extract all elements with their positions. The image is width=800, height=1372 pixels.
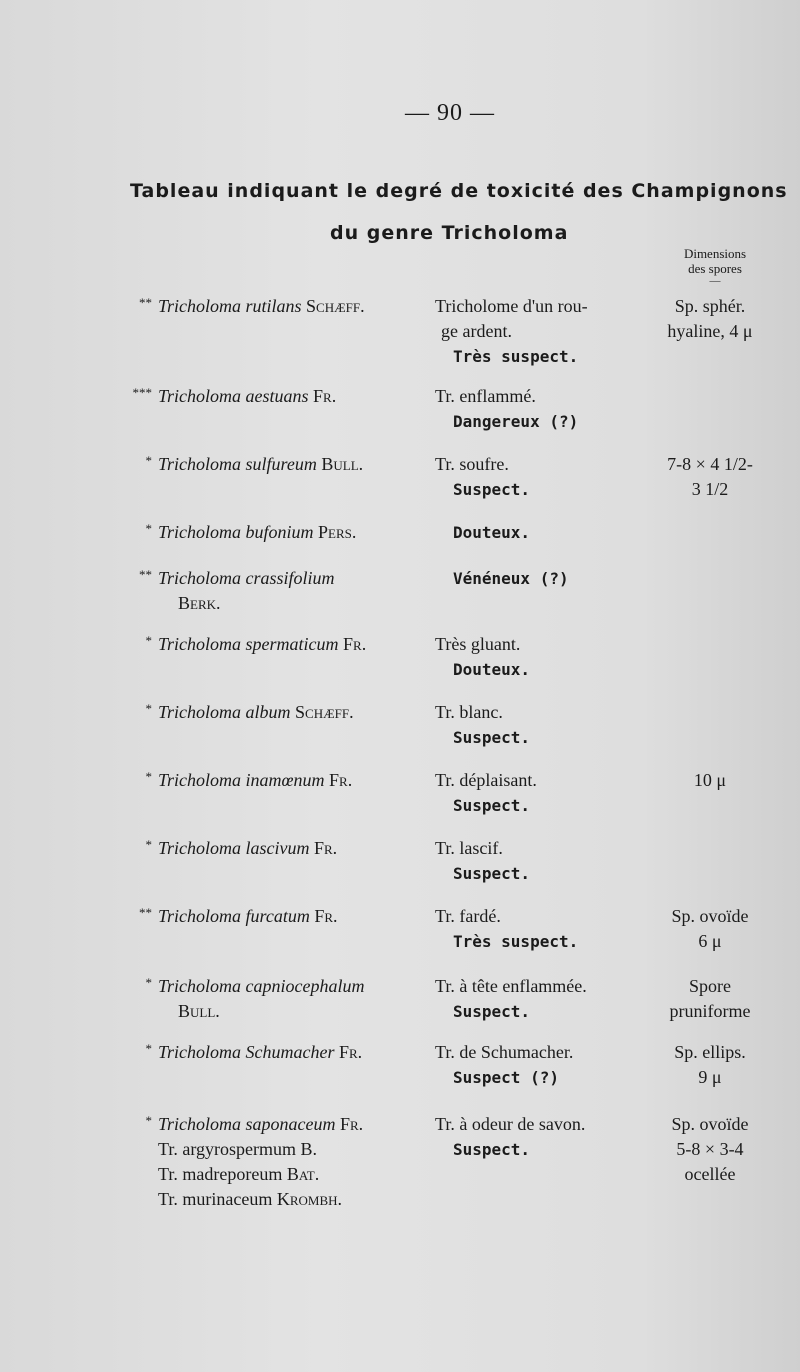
species-author: Bull.: [321, 454, 364, 474]
species-author: Berk.: [178, 593, 221, 613]
toxicity-verdict: Très suspect.: [453, 932, 579, 951]
toxicity-verdict: Très suspect.: [453, 347, 579, 366]
toxicity-verdict: Suspect.: [453, 1140, 531, 1159]
toxicity-stars: *: [145, 453, 152, 468]
species-name: [158, 520, 428, 545]
spore-dimensions: [650, 1112, 770, 1187]
toxicity-verdict: Douteux.: [453, 660, 531, 679]
common-name-and-verdict: [435, 1040, 660, 1090]
species-latin-name: Tricholoma rutilans: [158, 296, 302, 316]
species-latin-name: Tricholoma saponaceum: [158, 1114, 336, 1134]
spore-dimension-line: Sp. sphér.: [674, 296, 746, 316]
synonym-entry: [158, 1137, 428, 1162]
common-name-and-verdict: [435, 904, 660, 954]
species-latin-name: Tricholoma inamœnum: [158, 770, 325, 790]
species-name: [158, 700, 428, 725]
spore-dimensions: [650, 904, 770, 954]
species-name: [158, 1040, 428, 1065]
spore-dimensions: [650, 452, 770, 502]
spore-dimension-line: ocellée: [684, 1164, 736, 1184]
species-latin-name: Tricholoma spermaticum: [158, 634, 339, 654]
spore-dimension-line: Sp. ovoïde: [671, 906, 749, 926]
toxicity-verdict: Suspect.: [453, 864, 531, 883]
species-name: [158, 904, 428, 929]
toxicity-stars: *: [145, 837, 152, 852]
species-name: [158, 836, 428, 861]
common-name-and-verdict: [435, 1112, 660, 1162]
spore-dimensions: [650, 294, 770, 344]
species-author: Pers.: [318, 522, 357, 542]
toxicity-verdict: Suspect.: [453, 1002, 531, 1021]
common-name-and-verdict: [435, 700, 660, 750]
common-name: Tr. fardé.: [435, 906, 501, 926]
synonym-entry: [158, 1162, 428, 1187]
column-header-spore-dimensions: [660, 246, 770, 286]
toxicity-verdict: Suspect (?): [453, 1068, 559, 1087]
synonym-author: Krombh.: [276, 1189, 343, 1209]
common-name-and-verdict: [435, 836, 660, 886]
spore-dimensions: [650, 768, 770, 793]
species-author: Fr.: [340, 1114, 364, 1134]
synonym-name: Tr. murinaceum: [158, 1189, 273, 1209]
common-name: Très gluant.: [435, 634, 521, 654]
species-latin-name: Tricholoma sulfureum: [158, 454, 317, 474]
common-name: Tr. de Schumacher.: [435, 1042, 574, 1062]
common-name: Tr. soufre.: [435, 454, 509, 474]
toxicity-stars: *: [145, 769, 152, 784]
synonym-name: Tr. argyrospermum: [158, 1139, 297, 1159]
spore-dimension-line: 6 μ: [698, 931, 722, 951]
synonym-author: Bat.: [286, 1164, 320, 1184]
species-author: Fr.: [329, 770, 353, 790]
species-name: [158, 566, 428, 616]
spore-dimension-line: hyaline, 4 μ: [667, 321, 753, 341]
species-latin-name: Tricholoma furcatum: [158, 906, 310, 926]
common-name-and-verdict: [435, 520, 660, 545]
species-name: [158, 452, 428, 477]
common-name: Tr. à odeur de savon.: [435, 1114, 586, 1134]
species-latin-name: Tricholoma Schumacher: [158, 1042, 335, 1062]
spore-dimensions: [650, 1040, 770, 1090]
species-author: Fr.: [313, 386, 337, 406]
common-name: Tricholome d'un rou-: [435, 296, 588, 316]
species-latin-name: Tricholoma bufonium: [158, 522, 314, 542]
species-latin-name: Tricholoma crassifolium: [158, 568, 335, 588]
toxicity-verdict: Douteux.: [453, 523, 531, 542]
toxicity-stars: **: [139, 905, 152, 920]
toxicity-stars: **: [139, 567, 152, 582]
common-name-and-verdict: [435, 294, 660, 369]
species-name: [158, 294, 428, 319]
common-name-and-verdict: [435, 384, 660, 434]
common-name-and-verdict: [435, 452, 660, 502]
synonym-entry: [158, 1187, 428, 1212]
toxicity-stars: *: [145, 633, 152, 648]
page-number: — 90 —: [405, 100, 495, 126]
species-name: [158, 632, 428, 657]
toxicity-stars: *: [145, 1113, 152, 1128]
spore-dimensions: [650, 974, 770, 1024]
species-latin-name: Tricholoma aestuans: [158, 386, 309, 406]
species-author: Fr.: [343, 634, 367, 654]
table-title-line-2: du genre Tricholoma: [330, 222, 569, 244]
table-title-line-1: Tableau indiquant le degré de toxicité des Champignons: [130, 180, 788, 202]
species-name: [158, 384, 428, 409]
toxicity-stars: **: [139, 295, 152, 310]
species-name: [158, 974, 428, 1024]
common-name-and-verdict: [435, 632, 660, 682]
common-name-and-verdict: [435, 566, 660, 591]
spore-dimension-line: pruniforme: [669, 1001, 751, 1021]
common-name: Tr. enflammé.: [435, 386, 536, 406]
spore-dimension-line: 3 1/2: [691, 479, 729, 499]
toxicity-stars: *: [145, 521, 152, 536]
synonym-name: Tr. madreporeum: [158, 1164, 283, 1184]
toxicity-verdict: Vénéneux (?): [453, 569, 569, 588]
species-author: Fr.: [314, 906, 338, 926]
spore-dimension-line: Spore: [689, 976, 731, 996]
species-name: [158, 1112, 428, 1212]
species-author: Schæff.: [295, 702, 354, 722]
column-header-line-2: des spores: [688, 261, 742, 276]
common-name-and-verdict: [435, 974, 660, 1024]
column-header-line-1: Dimensions: [683, 246, 747, 261]
toxicity-verdict: Suspect.: [453, 728, 531, 747]
species-latin-name: Tricholoma capniocephalum: [158, 976, 365, 996]
species-author: Fr.: [338, 1042, 363, 1062]
toxicity-stars: *: [145, 975, 152, 990]
toxicity-verdict: Suspect.: [453, 480, 531, 499]
toxicity-stars: *: [145, 1041, 152, 1056]
common-name-continued: ge ardent.: [441, 321, 512, 341]
species-latin-name: Tricholoma album: [158, 702, 291, 722]
toxicity-verdict: Dangereux (?): [453, 412, 579, 431]
toxicity-stars: *: [145, 701, 152, 716]
common-name: Tr. déplaisant.: [435, 770, 537, 790]
spore-dimension-line: 10 μ: [693, 770, 727, 790]
common-name-and-verdict: [435, 768, 660, 818]
synonym-author: B.: [300, 1139, 318, 1159]
toxicity-stars: ***: [132, 385, 152, 400]
common-name: Tr. blanc.: [435, 702, 503, 722]
species-author: Schæff.: [306, 296, 365, 316]
common-name: Tr. lascif.: [435, 838, 503, 858]
spore-dimension-line: 7-8 × 4 1/2-: [667, 454, 753, 474]
species-author: Bull.: [178, 1001, 220, 1021]
spore-dimension-line: 5-8 × 3-4: [676, 1139, 744, 1159]
spore-dimension-line: Sp. ovoïde: [671, 1114, 749, 1134]
species-author: Fr.: [314, 838, 338, 858]
column-header-rule: —: [709, 275, 721, 287]
species-name: [158, 768, 428, 793]
spore-dimension-line: 9 μ: [698, 1067, 722, 1087]
species-latin-name: Tricholoma lascivum: [158, 838, 310, 858]
common-name: Tr. à tête enflammée.: [435, 976, 587, 996]
spore-dimension-line: Sp. ellips.: [674, 1042, 746, 1062]
toxicity-verdict: Suspect.: [453, 796, 531, 815]
